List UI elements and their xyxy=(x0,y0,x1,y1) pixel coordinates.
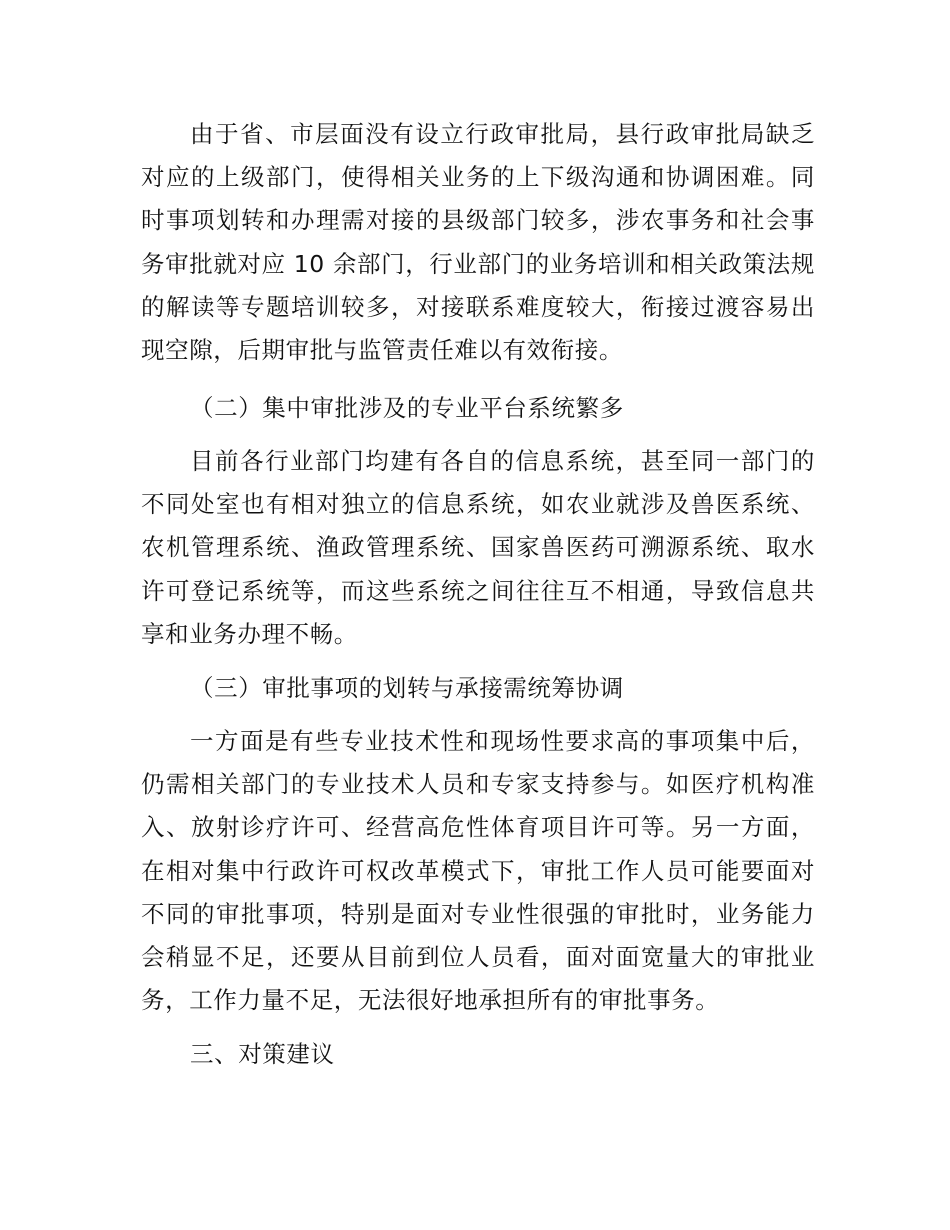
section-heading: （二）集中审批涉及的专业平台系统繁多 xyxy=(190,394,624,422)
body-paragraph: 一方面是有些专业技术性和现场性要求高的事项集中后，仍需相关部门的专业技术人员和专家支持参与。如医疗机构准入、放射诊疗许可、经营高危性体育项目许可等。另一方面，在相对集中行政许可权改革模式下，审批工作人员可能要面对不同的审批事项，特别是面对专业性很强的审批时，业务能力会稍显不足，还要从目前到位人员看，面对面宽量大的审批业务，工作力量不足，无法很好地承担所有的审批事务。 xyxy=(141,727,815,1015)
body-paragraph: 目前各行业部门均建有各自的信息系统，甚至同一部门的不同处室也有相对独立的信息系统，如农业就涉及兽医系统、农机管理系统、渔政管理系统、国家兽医药可溯源系统、取水许可登记系统等，而这些系统之间往往互不相通，导致信息共享和业务办理不畅。 xyxy=(141,447,815,648)
section-heading: （三）审批事项的划转与承接需统筹协调 xyxy=(190,674,624,702)
body-paragraph: 由于省、市层面没有设立行政审批局，县行政审批局缺乏对应的上级部门，使得相关业务的上下级沟通和协调困难。同时事项划转和办理需对接的县级部门较多，涉农事务和社会事务审批就对应 10 余部门，行业部门的业务培训和相关政策法规的解读等专题培训较多，对接联系难度较大，衔接过渡容易出现空隙，后期审批与监管责任难以有效衔接。 xyxy=(141,120,815,365)
chapter-heading: 三、对策建议 xyxy=(190,1040,335,1068)
